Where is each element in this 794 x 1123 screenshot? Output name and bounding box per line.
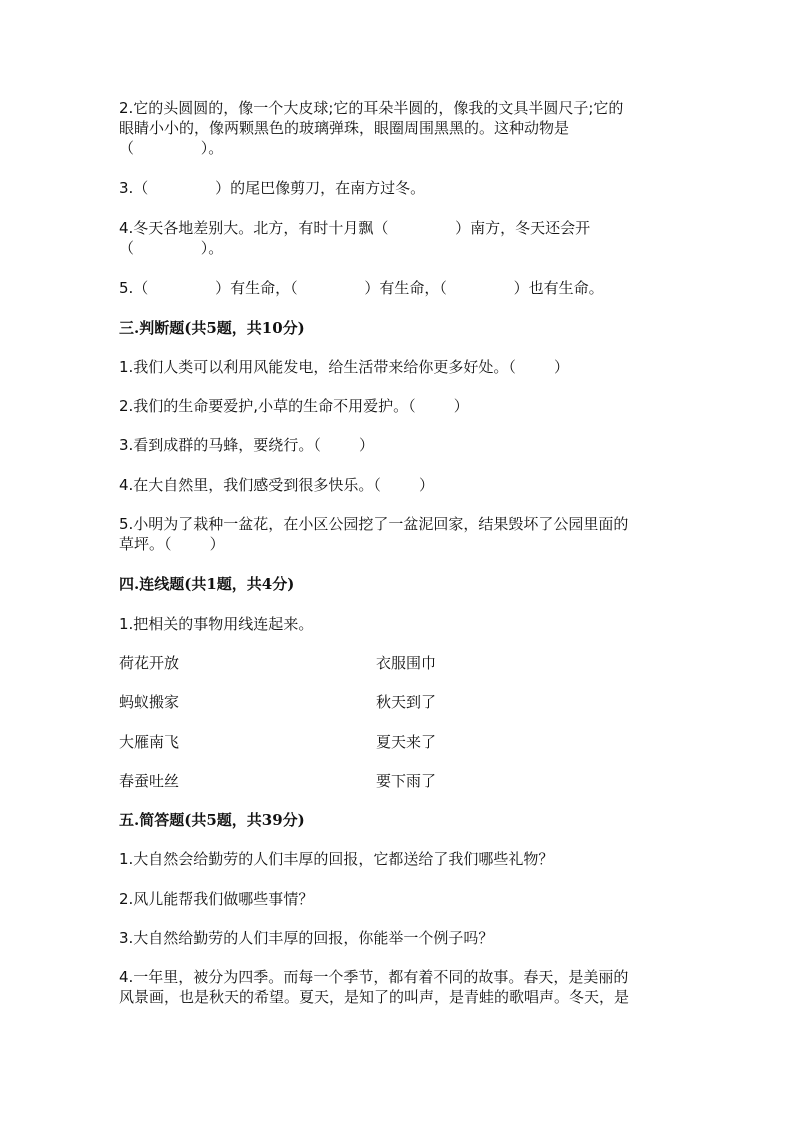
short-answer-question-1: 1.大自然会给勤劳的人们丰厚的回报，它都送给了我们哪些礼物？ <box>119 850 554 868</box>
section-4-heading: 四.连线题(共1题，共4分) <box>119 575 295 593</box>
judge-question-2: 2.我们的生命要爱护,小草的生命不用爱护。（ ） <box>119 397 469 415</box>
fill-question-4-line-2: （ ）。 <box>119 239 224 257</box>
matching-instruction: 1.把相关的事物用线连起来。 <box>119 615 314 633</box>
matching-left-item-1: 荷花开放 <box>119 654 180 672</box>
judge-question-4: 4.在大自然里，我们感受到很多快乐。（ ） <box>119 476 434 494</box>
matching-left-item-2: 蚂蚁搬家 <box>119 693 180 711</box>
fill-question-2-line-3: （ ）。 <box>119 139 224 157</box>
short-answer-question-4-line-2: 风景画，也是秋天的希望。夏天，是知了的叫声，是青蛙的歌唱声。冬天，是 <box>119 988 630 1006</box>
matching-right-item-2: 秋天到了 <box>376 693 437 711</box>
judge-question-3: 3.看到成群的马蜂，要绕行。（ ） <box>119 436 374 454</box>
matching-left-item-3: 大雁南飞 <box>119 733 180 751</box>
matching-right-item-3: 夏天来了 <box>376 733 437 751</box>
fill-question-4-line-1: 4.冬天各地差别大。北方，有时十月飘（ ）南方，冬天还会开 <box>119 219 591 237</box>
judge-question-5-line-2: 草坪。（ ） <box>119 535 225 553</box>
matching-right-item-1: 衣服围巾 <box>376 654 437 672</box>
matching-right-item-4: 要下雨了 <box>376 772 437 790</box>
short-answer-question-4-line-1: 4.一年里，被分为四季。而每一个季节，都有着不同的故事。春天，是美丽的 <box>119 968 629 986</box>
judge-question-1: 1.我们人类可以利用风能发电，给生活带来给你更多好处。（ ） <box>119 358 569 376</box>
short-answer-question-2: 2.风儿能帮我们做哪些事情？ <box>119 890 314 908</box>
fill-question-2-line-2: 眼睛小小的，像两颗黑色的玻璃弹珠，眼圈周围黑黑的。这种动物是 <box>119 119 570 137</box>
fill-question-3: 3.（ ）的尾巴像剪刀，在南方过冬。 <box>119 179 426 197</box>
short-answer-question-3: 3.大自然给勤劳的人们丰厚的回报，你能举一个例子吗？ <box>119 929 494 947</box>
fill-question-5: 5.（ ）有生命，（ ）有生命，（ ）也有生命。 <box>119 279 604 297</box>
section-3-heading: 三.判断题(共5题，共10分) <box>119 319 305 337</box>
judge-question-5-line-1: 5.小明为了栽种一盆花，在小区公园挖了一盆泥回家，结果毁坏了公园里面的 <box>119 515 629 533</box>
section-5-heading: 五.简答题(共5题，共39分) <box>119 811 305 829</box>
matching-left-item-4: 春蚕吐丝 <box>119 772 180 790</box>
fill-question-2-line-1: 2.它的头圆圆的，像一个大皮球;它的耳朵半圆的，像我的文具半圆尺子;它的 <box>119 99 624 117</box>
